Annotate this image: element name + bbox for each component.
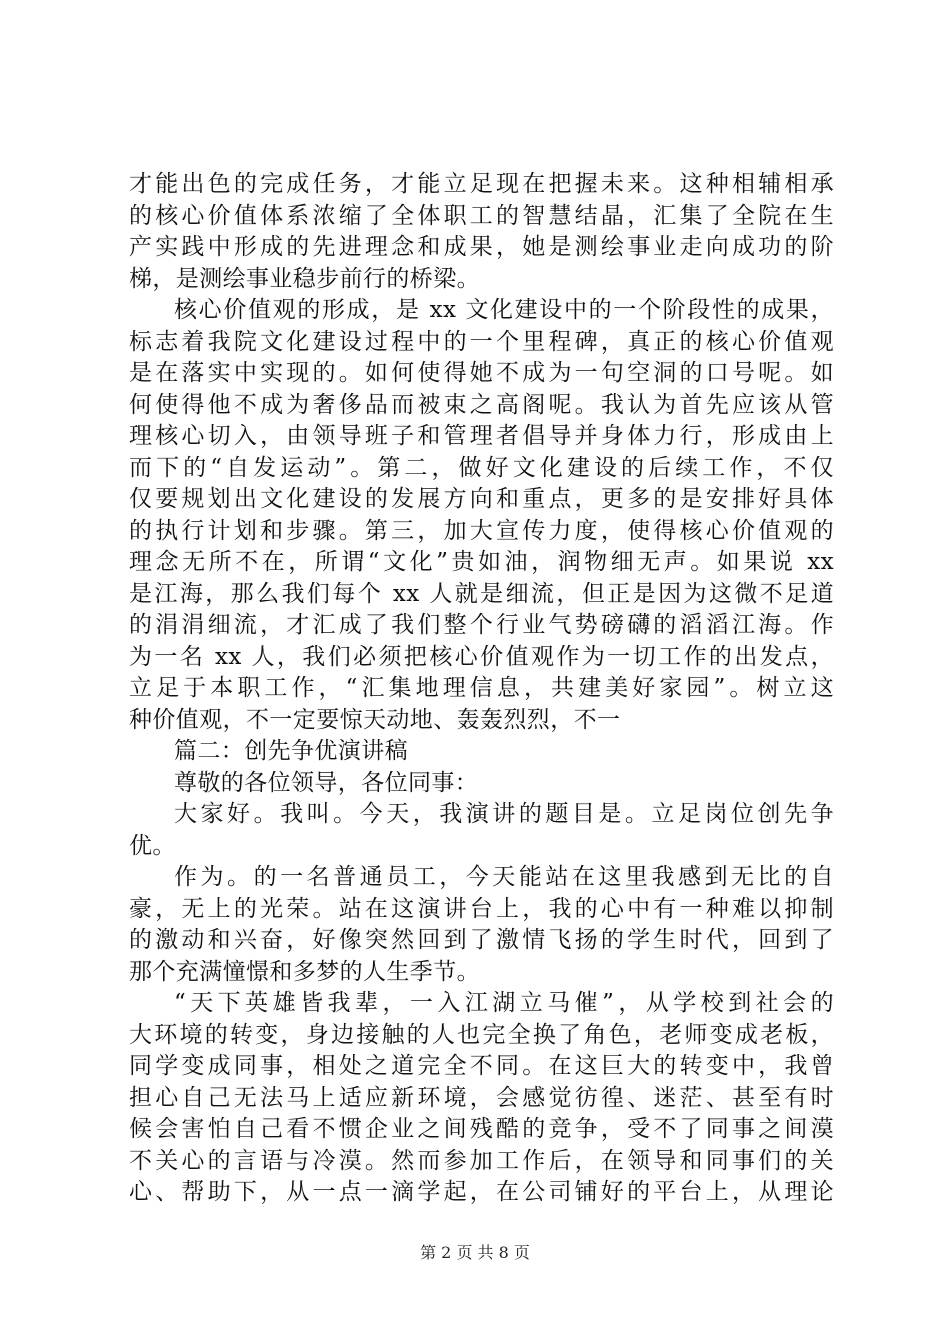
text-line: 大家好。我叫。今天，我演讲的题目是。立足岗位创先争	[174, 801, 834, 827]
text-line: 优。	[129, 832, 176, 859]
text-line: 篇二：创先争优演讲稿	[174, 738, 408, 764]
text-line: 立足于本职工作，“汇集地理信息，共建美好家园”。树立这	[129, 675, 834, 701]
text-line: “天下英雄皆我辈，一入江湖立马催”，从学校到社会的	[174, 990, 834, 1016]
page-footer: 第 2 页 共 8 页	[420, 1243, 530, 1262]
text-line: 那个充满憧憬和多梦的人生季节。	[129, 958, 480, 985]
text-line: 作为。的一名普通员工，今天能站在这里我感到无比的自	[174, 864, 834, 890]
text-line: 产实践中形成的先进理念和成果，她是测绘事业走向成功的阶	[129, 234, 834, 260]
text-line: 而下的“自发运动”。第二，做好文化建设的后续工作，不仅	[129, 454, 834, 481]
text-line: 同学变成同事，相处之道完全不同。在这巨大的转变中，我曾	[129, 1053, 834, 1079]
text-line: 的执行计划和步骤。第三，加大宣传力度，使得核心价值观的	[129, 517, 834, 544]
text-line: 的核心价值体系浓缩了全体职工的智慧结晶，汇集了全院在生	[129, 202, 834, 229]
text-line: 豪，无上的光荣。站在这演讲台上，我的心中有一种难以抑制	[129, 895, 834, 922]
text-line: 核心价值观的形成，是 xx 文化建设中的一个阶段性的成果，	[174, 297, 834, 323]
text-line: 大环境的转变，身边接触的人也完全换了角色，老师变成老板，	[129, 1021, 834, 1048]
text-line: 是在落实中实现的。如何使得她不成为一句空洞的口号呢。如	[129, 360, 834, 386]
text-line: 心、帮助下，从一点一滴学起，在公司铺好的平台上，从理论	[129, 1179, 834, 1205]
text-line: 理念无所不在，所谓“文化”贵如油，润物细无声。如果说 xx	[129, 549, 834, 575]
text-line: 仅要规划出文化建设的发展方向和重点，更多的是安排好具体	[129, 486, 834, 512]
document-body	[129, 169, 834, 1209]
text-line: 梯，是测绘事业稳步前行的桥梁。	[129, 265, 480, 292]
text-line: 标志着我院文化建设过程中的一个里程碑，真正的核心价值观	[129, 328, 834, 355]
text-line: 尊敬的各位领导，各位同事：	[174, 769, 479, 796]
text-line: 不关心的言语与冷漠。然而参加工作后，在领导和同事们的关	[129, 1147, 834, 1174]
text-line: 种价值观，不一定要惊天动地、轰轰烈烈，不一	[129, 706, 621, 733]
text-line: 的激动和兴奋，好像突然回到了激情飞扬的学生时代，回到了	[129, 927, 834, 953]
text-line: 候会害怕自己看不惯企业之间残酷的竞争，受不了同事之间漠	[129, 1116, 834, 1142]
text-line: 是江海，那么我们每个 xx 人就是细流，但正是因为这微不足道	[129, 580, 834, 607]
text-line: 何使得他不成为奢侈品而被束之高阁呢。我认为首先应该从管	[129, 391, 834, 418]
text-line: 才能出色的完成任务，才能立足现在把握未来。这种相辅相承	[129, 171, 834, 197]
text-line: 担心自己无法马上适应新环境，会感觉彷徨、迷茫、甚至有时	[129, 1084, 834, 1111]
text-line: 理核心切入，由领导班子和管理者倡导并身体力行，形成由上	[129, 423, 834, 449]
text-line: 的涓涓细流，才汇成了我们整个行业气势磅礴的滔滔江海。作	[129, 612, 834, 638]
text-line: 为一名 xx 人，我们必须把核心价值观作为一切工作的出发点，	[129, 643, 834, 670]
